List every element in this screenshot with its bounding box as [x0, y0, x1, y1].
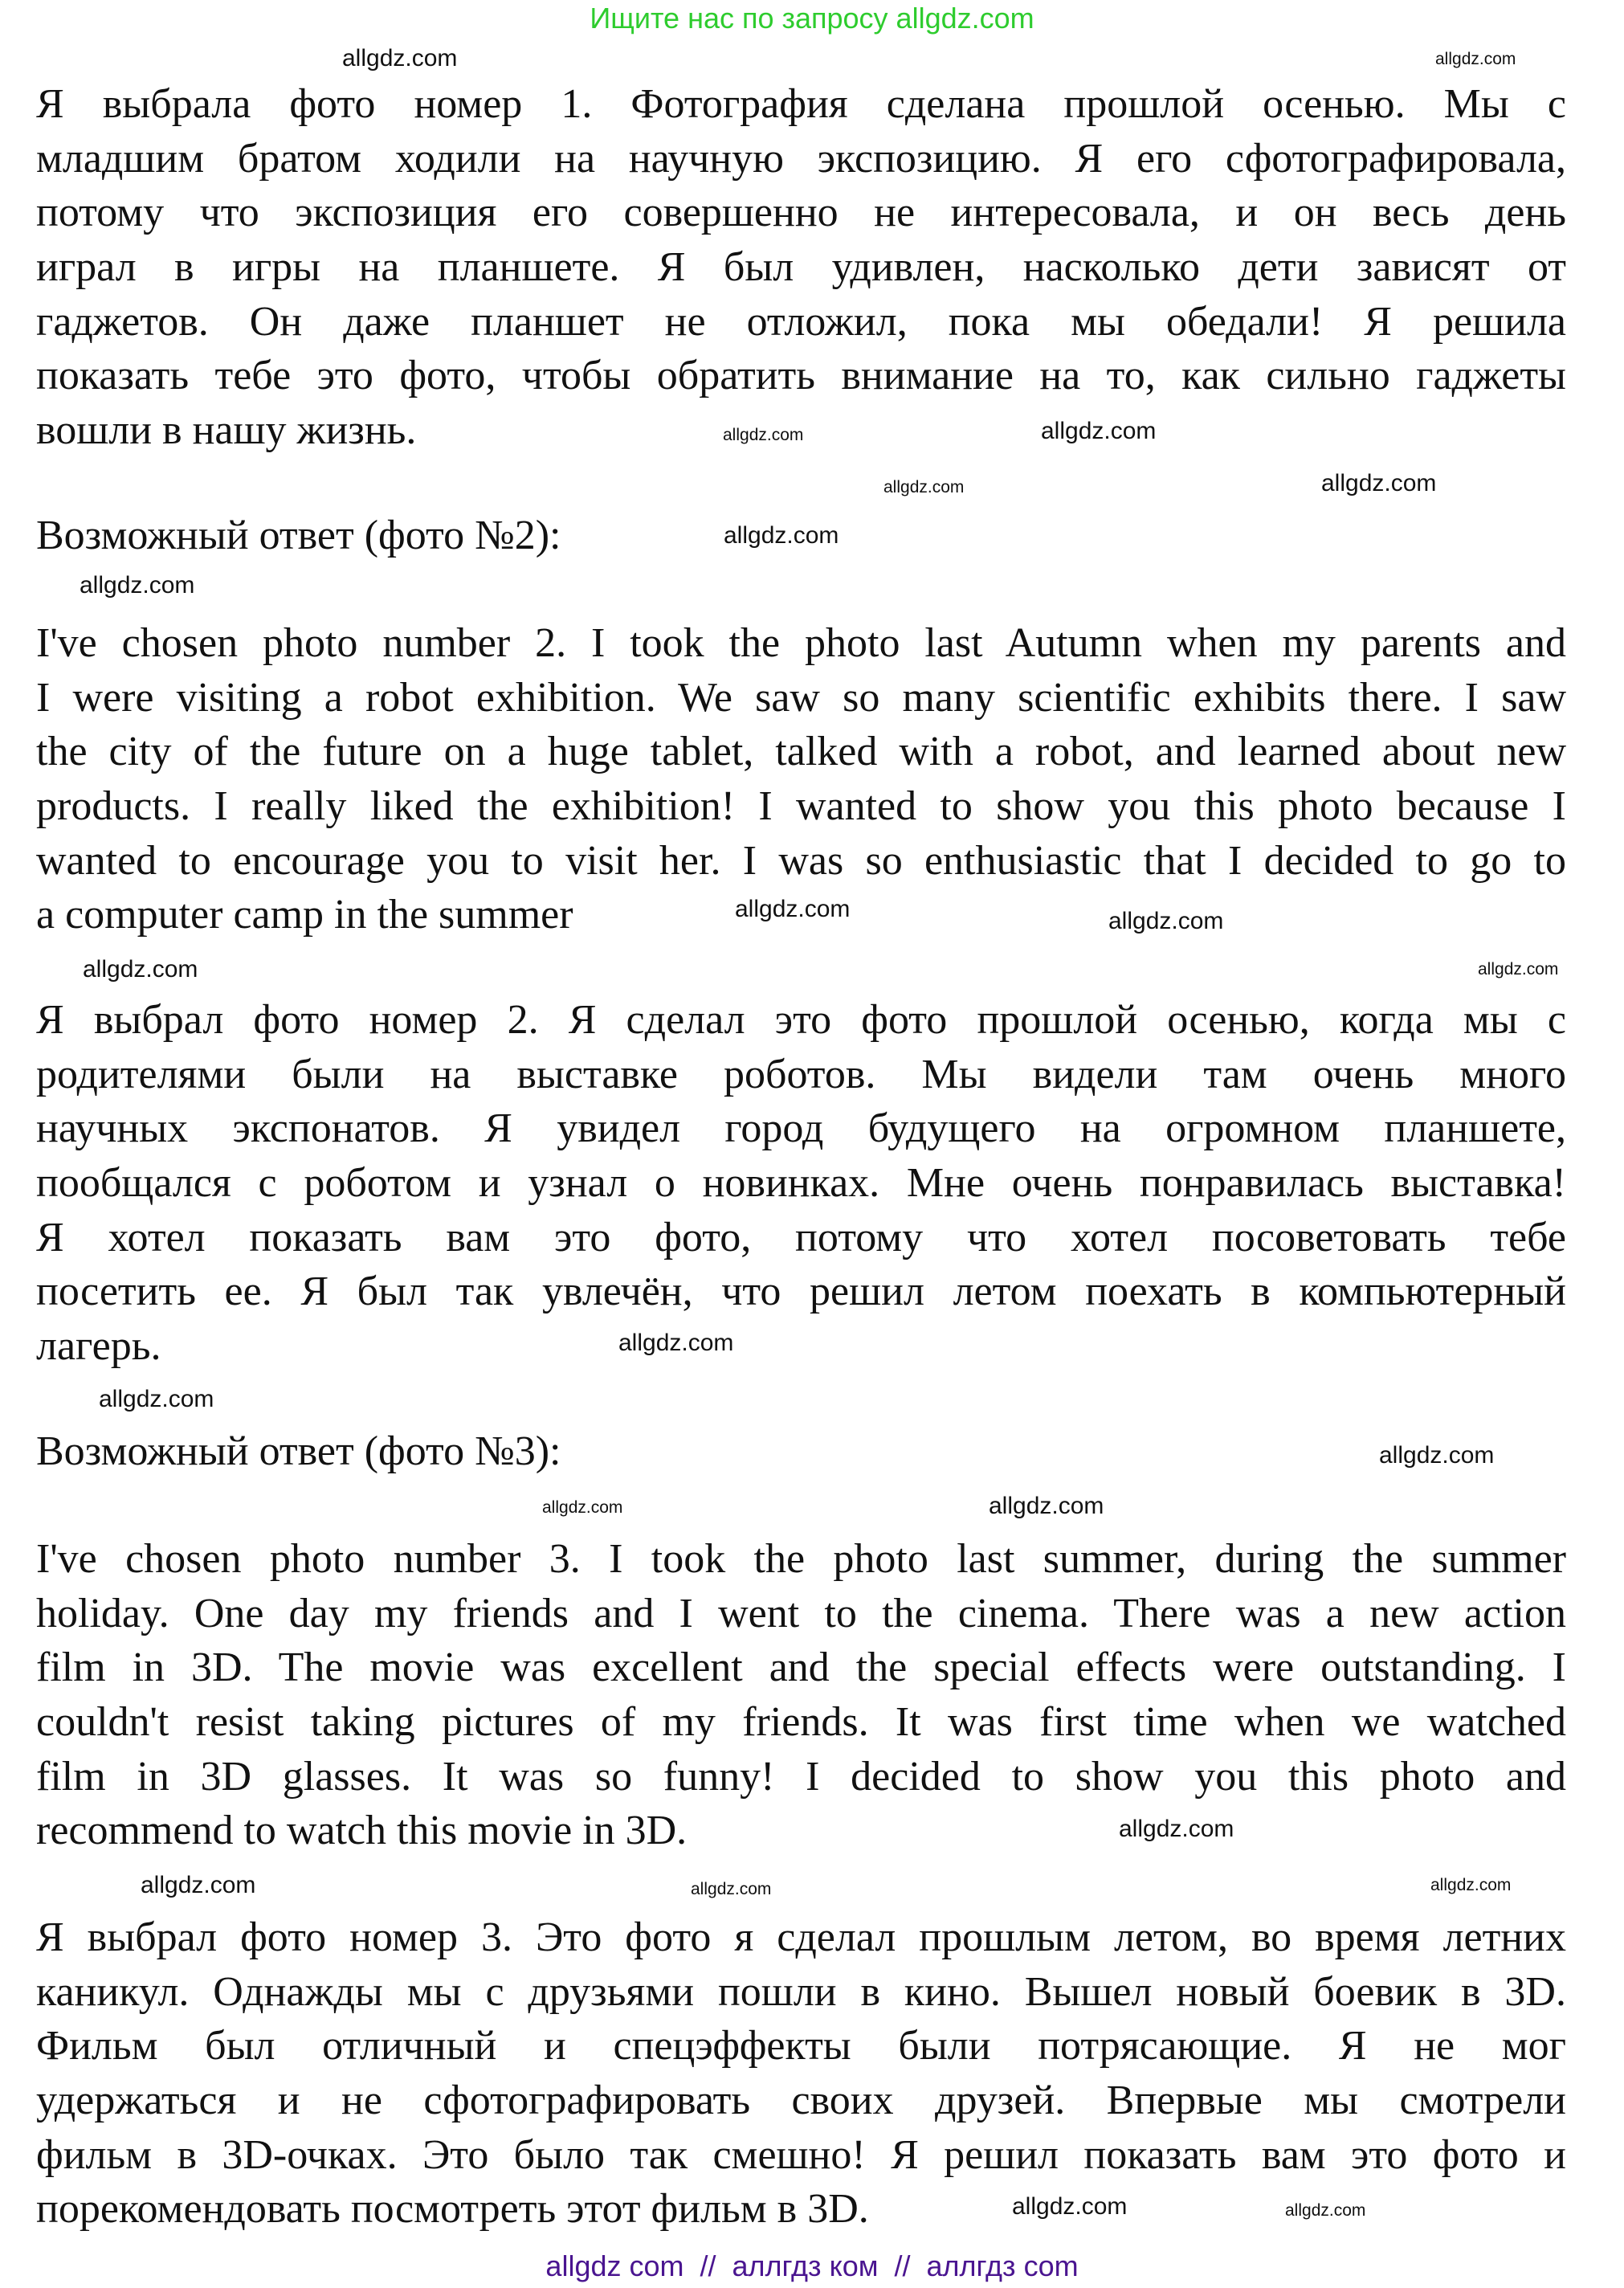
watermark-text: allgdz.com	[99, 1386, 214, 1412]
watermark-text: allgdz.com	[1041, 418, 1157, 444]
text-line: I've chosen photo number 2. I took the photo last Autumn when my parents and	[36, 620, 1566, 666]
text-line: wanted to encourage you to visit her. I was so enthusiastic that I decided to go to	[36, 837, 1566, 884]
text-line: holiday. One day my friends and I went to the cinema. There was a new action	[36, 1590, 1566, 1636]
search-banner: Ищите нас по запросу allgdz.com	[590, 2, 1034, 35]
watermark-text: allgdz.com	[618, 1330, 734, 1356]
paragraph	[36, 1910, 1566, 2237]
watermark-text: allgdz.com	[1430, 1876, 1512, 1894]
text-line: products. I really liked the exhibition! I wanted to show you this photo because I	[36, 783, 1566, 830]
text-line: Я выбрала фото номер 1. Фотография сделана прошлой осенью. Мы с	[36, 81, 1566, 127]
watermark-text: allgdz.com	[989, 1493, 1104, 1519]
watermark-text: allgdz.com	[883, 478, 965, 496]
text-line: recommend to watch this movie in 3D.	[36, 1808, 688, 1854]
text-line: a computer camp in the summer	[36, 892, 573, 938]
watermark-text: allgdz.com	[1119, 1816, 1234, 1842]
watermark-text: allgdz.com	[542, 1498, 623, 1517]
text-line: film in 3D. The movie was excellent and the special effects were outstanding. I	[36, 1644, 1566, 1691]
text-line: пообщался с роботом и узнал о новинках. Мне очень понравилась выставка!	[36, 1160, 1566, 1207]
text-line: couldn't resist taking pictures of my friends. It was first time when we watched	[36, 1699, 1566, 1746]
text-line: Я выбрал фото номер 3. Это фото я сделал прошлым летом, во время летних	[36, 1914, 1566, 1960]
watermark-text: allgdz.com	[1285, 2201, 1366, 2220]
watermark-text: allgdz.com	[1108, 908, 1224, 934]
text-line: каникул. Однажды мы с друзьями пошли в кино. Вышел новый боевик в 3D.	[36, 1968, 1566, 2015]
footer-links[interactable]: allgdz com // аллгдз ком // аллгдз com	[545, 2249, 1079, 2282]
watermark-text: allgdz.com	[723, 426, 804, 444]
watermark-text: allgdz.com	[1012, 2193, 1128, 2220]
watermark-text: allgdz.com	[141, 1872, 256, 1898]
text-line: Возможный ответ (фото №3):	[36, 1428, 561, 1474]
text-line: Я выбрал фото номер 2. Я сделал это фото прошлой осенью, когда мы с	[36, 997, 1566, 1043]
text-line: вошли в нашу жизнь.	[36, 407, 417, 454]
watermark-text: allgdz.com	[1321, 470, 1437, 496]
watermark-text: allgdz.com	[83, 956, 198, 983]
watermark-text: allgdz.com	[1435, 50, 1516, 68]
paragraph	[36, 77, 1566, 458]
text-line: порекомендовать посмотреть этот фильм в 3D.	[36, 2186, 869, 2233]
watermark-text: allgdz.com	[735, 896, 851, 922]
paragraph	[36, 1532, 1566, 1858]
watermark-text: allgdz.com	[724, 522, 839, 549]
watermark-text: allgdz.com	[80, 572, 195, 599]
watermark-text: allgdz.com	[342, 45, 458, 72]
text-line: показать тебе это фото, чтобы обратить внимание на то, как сильно гаджеты	[36, 353, 1566, 399]
text-line: играл в игры на планшете. Я был удивлен, насколько дети зависят от	[36, 244, 1566, 291]
text-line: лагерь.	[36, 1323, 161, 1370]
text-line: Фильм был отличный и спецэффекты были потрясающие. Я не мог	[36, 2023, 1566, 2069]
text-line: Возможный ответ (фото №2):	[36, 513, 561, 558]
text-line: the city of the future on a huge tablet, talked with a robot, and learned about new	[36, 729, 1566, 775]
text-line: удержаться и не сфотографировать своих друзей. Впервые мы смотрели	[36, 2078, 1566, 2124]
watermark-text: allgdz.com	[1379, 1442, 1495, 1469]
paragraph	[36, 993, 1566, 1374]
text-line: I've chosen photo number 3. I took the photo last summer, during the summer	[36, 1536, 1566, 1582]
section-heading	[36, 1424, 1566, 1479]
text-line: Я хотел показать вам это фото, потому что хотел посоветовать тебе	[36, 1214, 1566, 1260]
text-line: потому что экспозиция его совершенно не интересовала, и он весь день	[36, 190, 1566, 236]
text-line: научных экспонатов. Я увидел город будущего на огромном планшете,	[36, 1105, 1566, 1152]
text-line: родителями были на выставке роботов. Мы видели там очень много	[36, 1051, 1566, 1097]
text-line: film in 3D glasses. It was so funny! I decided to show you this photo and	[36, 1753, 1566, 1800]
text-line: посетить ее. Я был так увлечён, что решил летом поехать в компьютерный	[36, 1269, 1566, 1315]
watermark-text: allgdz.com	[1478, 960, 1559, 979]
text-line: I were visiting a robot exhibition. We saw so many scientific exhibits there. I saw	[36, 674, 1566, 721]
text-line: гаджетов. Он даже планшет не отложил, пока мы обедали! Я решила	[36, 298, 1566, 345]
watermark-text: allgdz.com	[691, 1880, 772, 1898]
paragraph	[36, 616, 1566, 942]
text-line: младшим братом ходили на научную экспозицию. Я его сфотографировала,	[36, 135, 1566, 182]
text-line: фильм в 3D-очках. Это было так смешно! Я решил показать вам это фото и	[36, 2131, 1566, 2178]
